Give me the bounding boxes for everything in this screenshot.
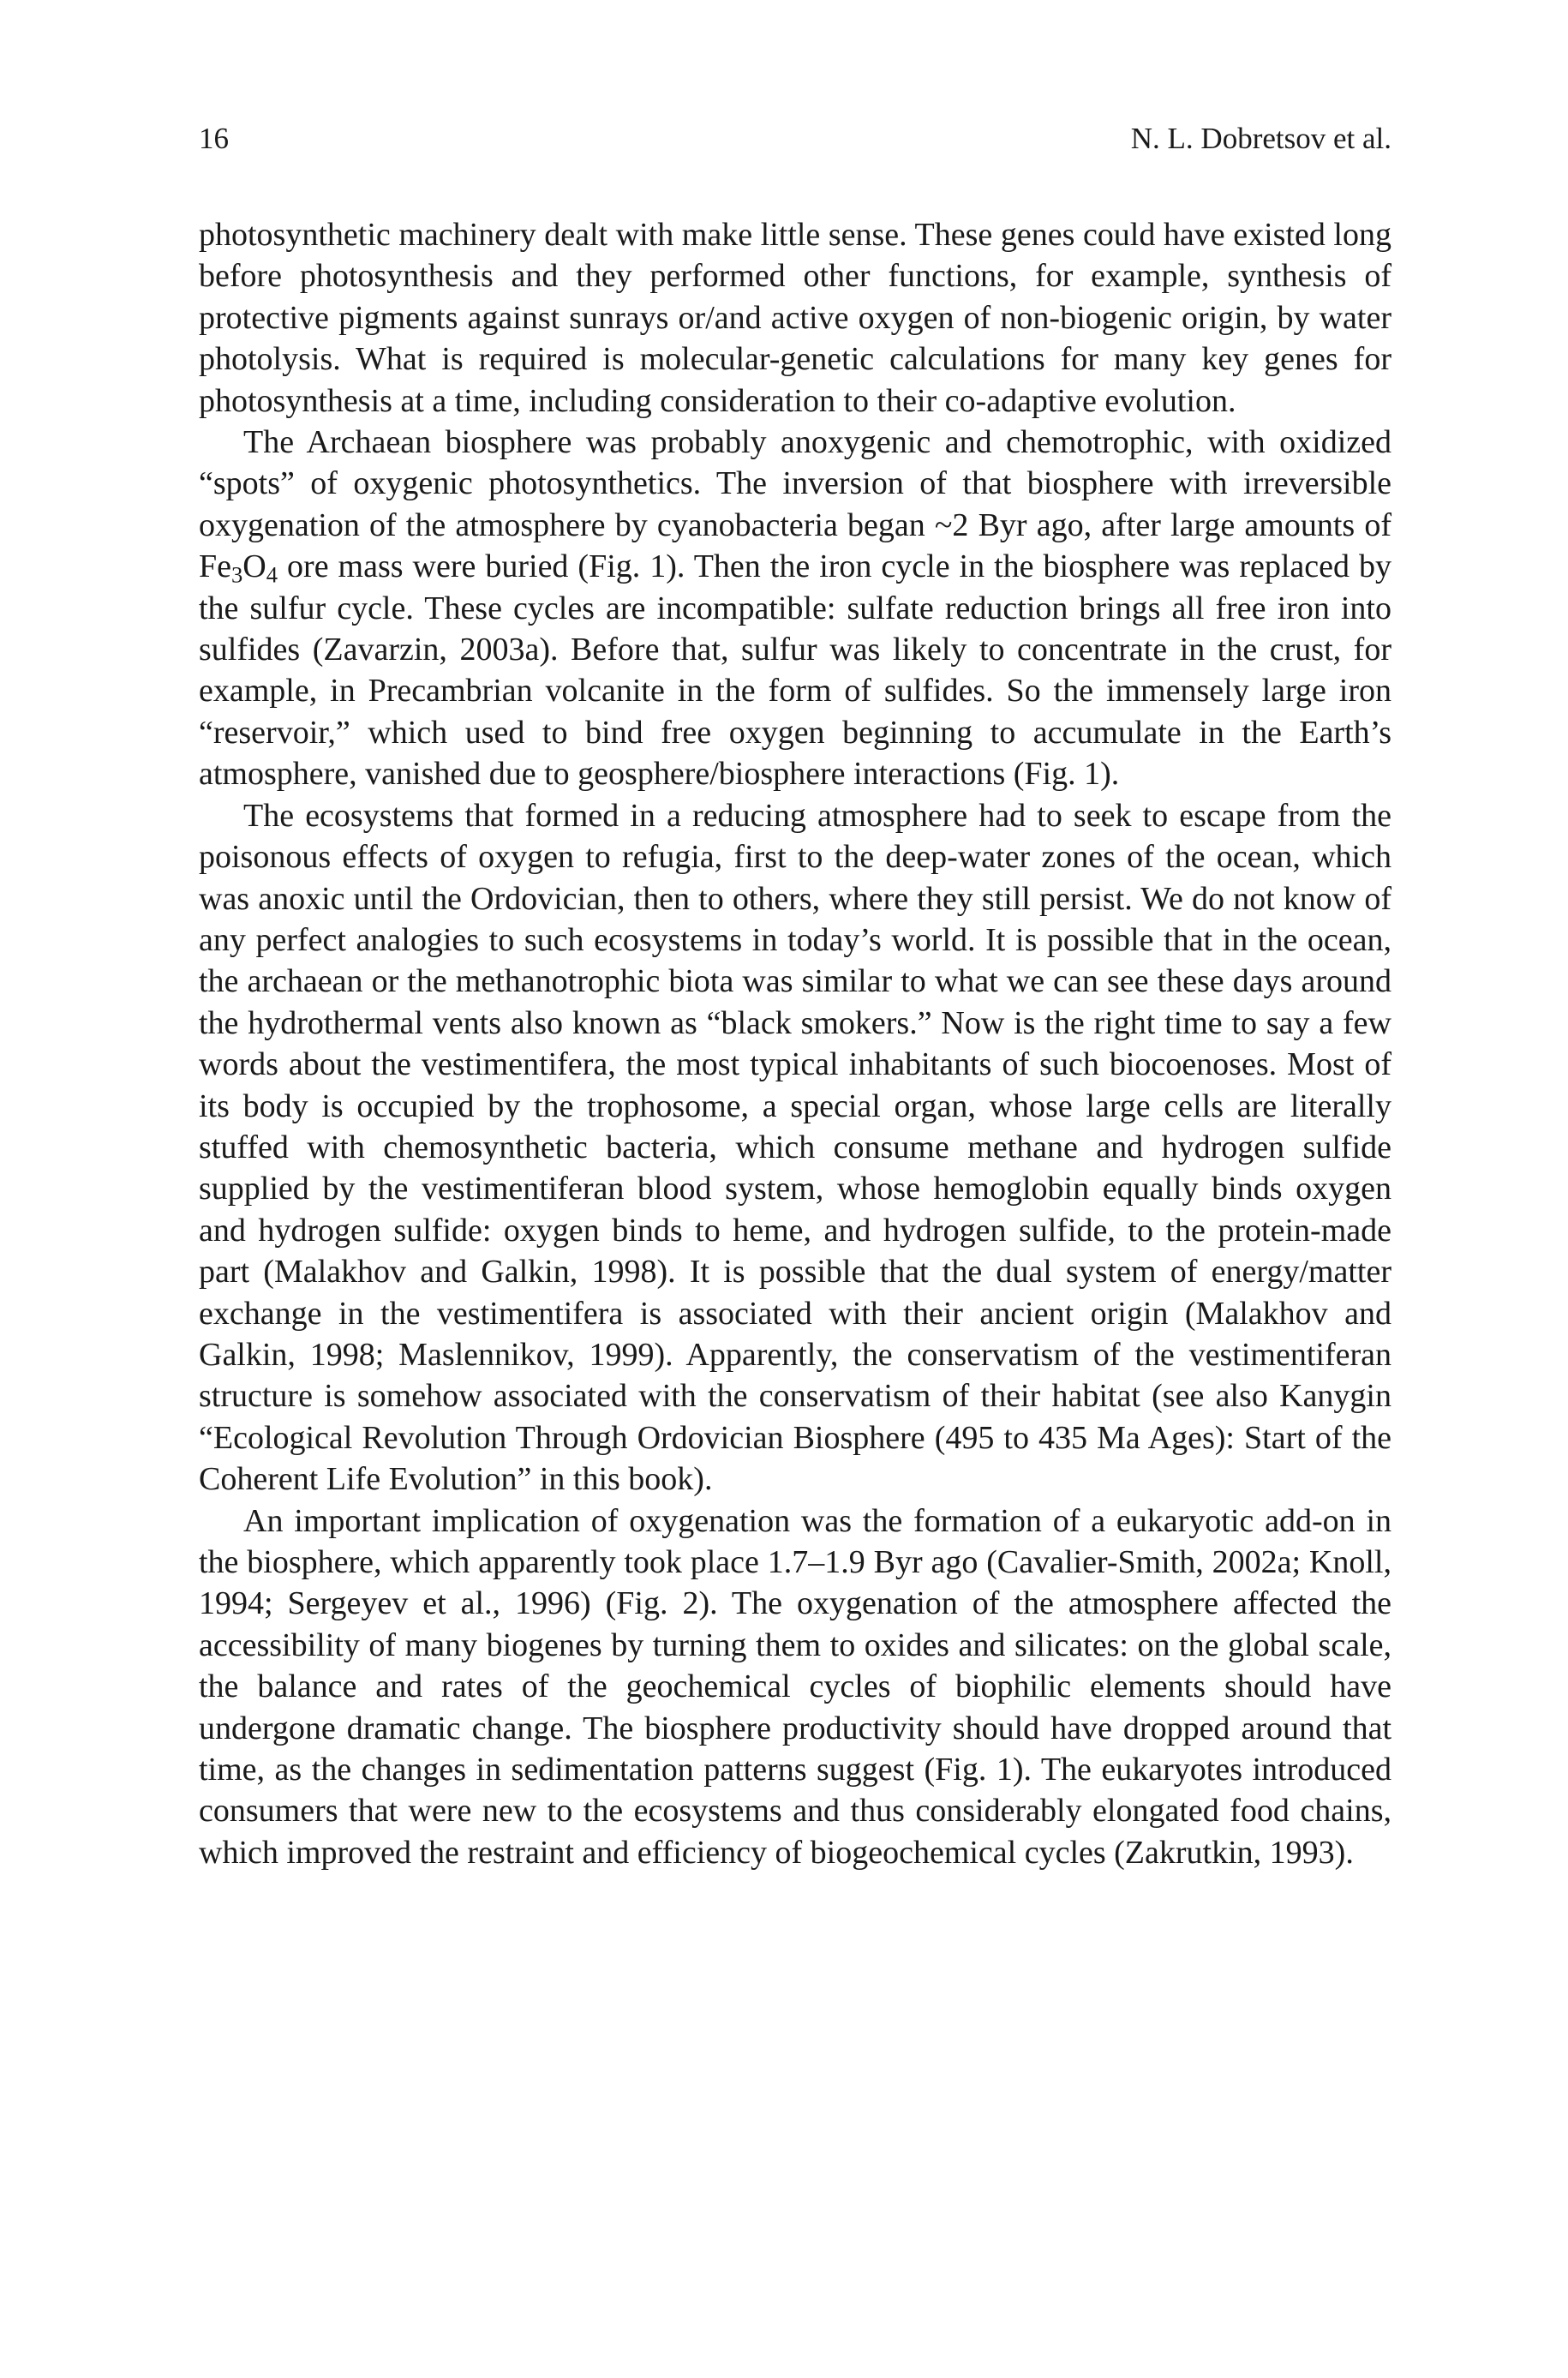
paragraph-3: The ecosystems that formed in a reducing atmosphere had to seek to escape from the poisonous effects of oxygen to refugia, first to the deep-water zones of the ocean, which was anoxic until the Ordovician, then to others, where they still persist. We do not know of any perfect analogies to such ecosystems in today’s world. It is possible that in the ocean, the archaean or the methanotrophic biota was similar to what we can see these days around the hydrothermal vents also known as “black smokers.” Now is the right time to say a few words about the vestimentifera, the most typical inhabitants of such biocoenoses. Most of its body is occupied by the trophosome, a special organ, whose large cells are literally stuffed with chemosynthetic bacteria, which consume methane and hydrogen sulfide supplied by the vestimentiferan blood system, whose hemoglobin equally binds oxygen and hydrogen sulfide: oxygen binds to heme, and hydrogen sulfide, to the protein-made part (Malakhov and Galkin, 1998). It is possible that the dual system of energy/matter exchange in the vestimentifera is associated with their ancient origin (Malakhov and Galkin, 1998; Maslennikov, 1999). Apparently, the conservatism of the vestimentiferan structure is somehow associated with the conservatism of their habitat (see also Kanygin “Ecological Revolution Through Ordovician Biosphere (495 to 435 Ma Ages): Start of the Coherent Life Evolution” in this book). (199, 797, 1391, 1498)
page-number: 16 (199, 122, 229, 155)
iron-oxide-formula: $Fe_3O_4$ (199, 548, 278, 588)
body-text (199, 214, 1391, 1873)
document-page (199, 120, 1391, 1873)
paragraph-2-text-after: ore mass were buried (Fig. 1). Then the iron cycle in the biosphere was replaced by the sulfur cycle. These cycles are incompatible: sulfate reduction brings all free iron into sulfides (Zavarzin, 2003a). Before that, sulfur was likely to concentrate in the crust, for example, in Precambrian volcanite in the form of sulfides. So the immensely large iron “reservoir,” which used to bind free oxygen beginning to accumulate in the Earth’s atmosphere, vanished due to geosphere/biosphere interactions (Fig. 1). (199, 548, 1391, 793)
paragraph-4: An important implication of oxygenation was the formation of a eukaryotic add-on in the biosphere, which apparently took place 1.7–1.9 Byr ago (Cavalier-Smith, 2002a; Knoll, 1994; Sergeyev et al., 1996) (Fig. 2). The oxygenation of the atmosphere affected the accessibility of many biogenes by turning them to oxides and silicates: on the global scale, the balance and rates of the geochemical cycles of biophilic elements should have undergone dramatic change. The biosphere productivity should have dropped around that time, as the changes in sedimentation patterns suggest (Fig. 1). The eukaryotes introduced consumers that were new to the ecosystems and thus considerably elongated food chains, which improved the restraint and efficiency of biogeochemical cycles (Zakrutkin, 1993). (199, 1502, 1391, 1871)
running-header (199, 120, 1391, 158)
running-author: N. L. Dobretsov et al. (1130, 122, 1391, 155)
paragraph-1: photosynthetic machinery dealt with make little sense. These genes could have existed long before photosynthesis and they performed other functions, for example, synthesis of protective pigments against sunrays or/and active oxygen of non-biogenic origin, by water photolysis. What is required is molecular-genetic calculations for many key genes for photosynthesis at a time, including consideration to their co-adaptive evolution. (199, 217, 1391, 419)
paragraph-2 (199, 422, 1391, 795)
paragraph-2-text-before: The Archaean biosphere was probably anoxygenic and chemotrophic, with oxidized “spots” of oxygenic photosynthetics. The inversion of that biosphere with irreversible oxygenation of the atmosphere by cyanobacteria began ~2 Byr ago, after large amounts of (199, 424, 1391, 543)
